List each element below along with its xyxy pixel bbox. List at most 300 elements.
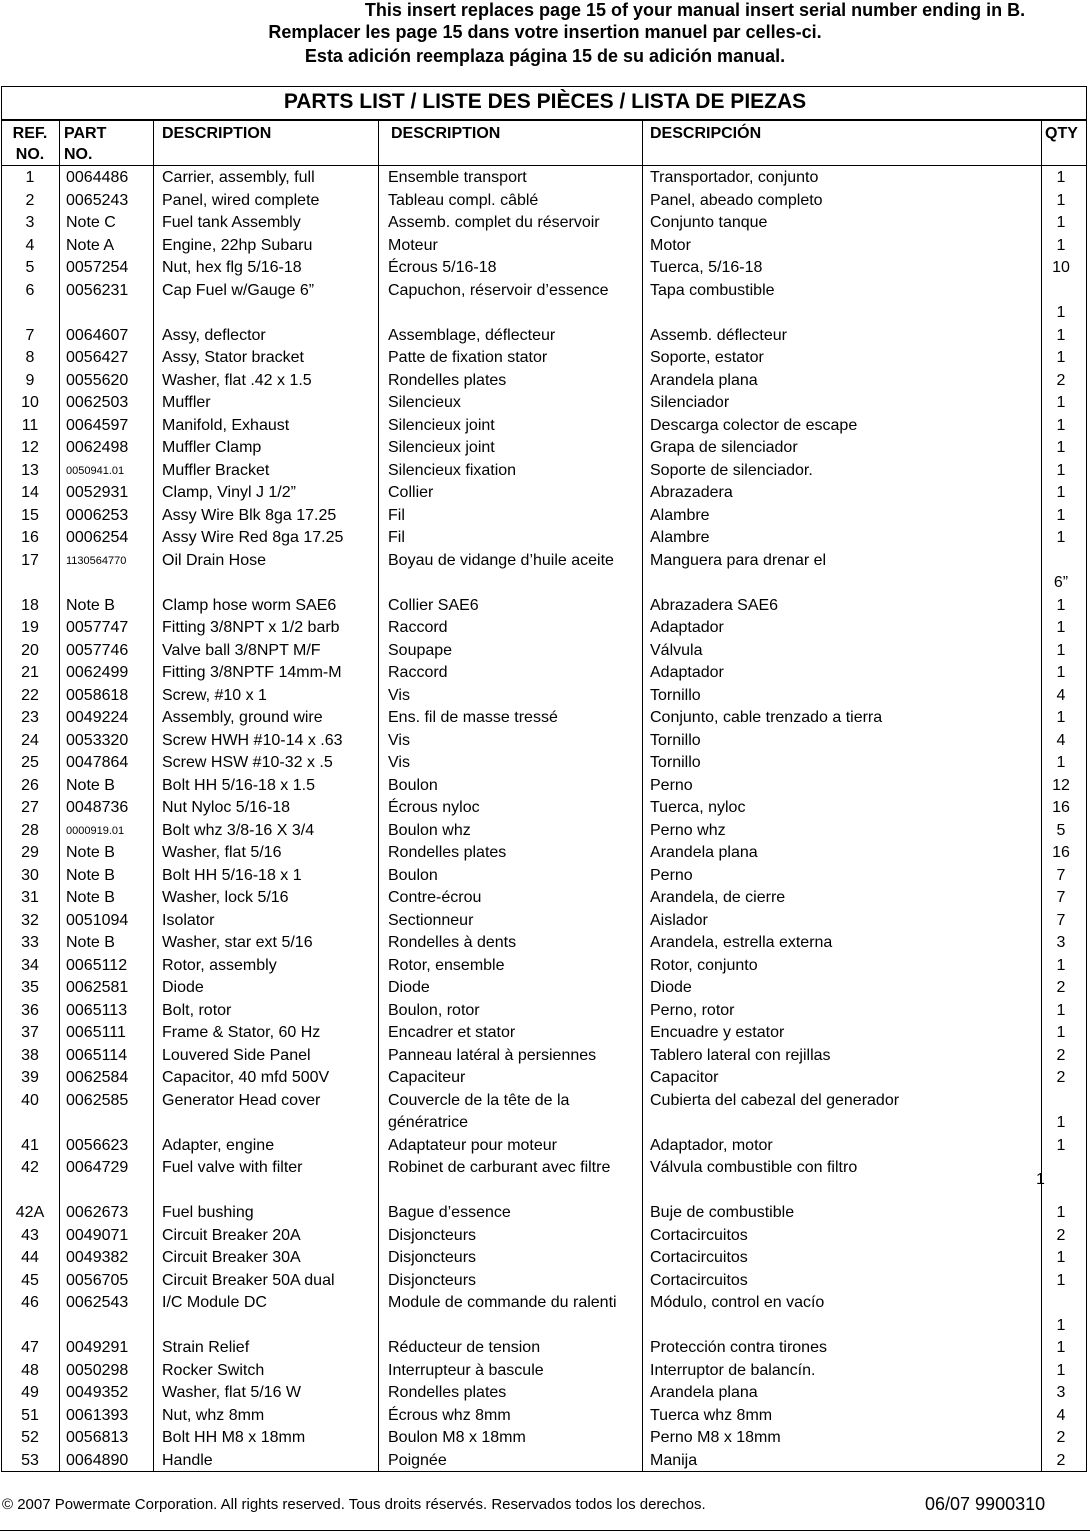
part-number-cell: Note B [66, 866, 115, 884]
description-en-cell: Fuel valve with filter [162, 1159, 303, 1176]
ref-cell: 45 [21, 1271, 39, 1289]
description-fr-cell: Moteur [388, 236, 438, 254]
description-fr-cell: Écrous nyloc [388, 799, 480, 816]
description-es-cell: Módulo, control en vacío [650, 1294, 825, 1311]
description-en-cell: Circuit Breaker 50A dual [162, 1271, 335, 1289]
description-en-cell: Fitting 3/8NPT x 1/2 barb [162, 619, 340, 636]
description-en-cell: Strain Relief [162, 1339, 250, 1356]
description-fr-cell: Collier [388, 484, 434, 501]
description-fr-cell: Bague d’essence [388, 1204, 511, 1221]
qty-cell: 1 [1056, 754, 1066, 771]
description-en-cell: Fuel tank Assembly [162, 214, 301, 231]
qty-cell: 1 [1056, 506, 1066, 524]
table-row [0, 977, 1090, 1000]
description-es-cell: Panel, abeado completo [650, 191, 823, 209]
column-header-part: PART NO. [64, 125, 107, 163]
description-es-cell: Cubierta del cabezal del generador [650, 1091, 900, 1109]
part-number-cell: Note C [66, 214, 116, 231]
part-number-cell: 0058618 [66, 686, 129, 704]
description-en-cell: Washer, flat 5/16 W [162, 1384, 302, 1401]
description-fr-cell: Écrous whz 8mm [388, 1406, 511, 1424]
description-fr-cell: Silencieux joint [388, 439, 495, 456]
ref-cell: 20 [21, 641, 39, 659]
table-row [0, 1382, 1090, 1405]
description-fr-cell: Capuchon, réservoir d’essence [388, 281, 609, 299]
qty-cell: 1 [1056, 1361, 1066, 1379]
ref-cell: 5 [25, 259, 35, 276]
description-es-cell: Manija [650, 1451, 698, 1469]
description-fr-cell: Silencieux [388, 394, 461, 411]
column-header-qty: QTY [1045, 125, 1078, 142]
qty-cell: 1 [1056, 1339, 1066, 1356]
description-en-cell: Oil Drain Hose [162, 551, 267, 569]
description-en-cell: Bolt HH M8 x 18mm [162, 1429, 306, 1446]
part-number-cell: 0065111 [66, 1024, 126, 1041]
description-es-cell: Abrazadera SAE6 [650, 596, 779, 614]
table-row [0, 235, 1090, 258]
description-fr-cell: Tableau compl. câblé [388, 191, 539, 209]
description-es-cell: Adaptador, motor [650, 1136, 773, 1154]
description-fr-cell: Boyau de vidange d’huile aceite [388, 551, 614, 569]
footer-divider [0, 1530, 1090, 1531]
part-number-cell: 0062585 [66, 1091, 129, 1109]
qty-cell: 12 [1052, 776, 1070, 794]
description-en-cell: Screw HSW #10-32 x .5 [162, 754, 333, 771]
description-es-cell: Capacitor [650, 1069, 719, 1086]
table-row [0, 1292, 1090, 1337]
part-number-cell: 0061393 [66, 1406, 129, 1424]
qty-cell: 1 [1036, 1171, 1045, 1188]
description-es-cell: Descarga colector de escape [650, 416, 858, 434]
description-es-cell: Grapa de silenciador [650, 439, 798, 456]
description-fr-cell: Boulon, rotor [388, 1001, 480, 1019]
description-fr-cell: Patte de fixation stator [388, 349, 548, 366]
description-es-cell: Tuerca, 5/16-18 [650, 259, 763, 276]
description-fr-cell: Ensemble transport [388, 169, 527, 186]
qty-cell: 1 [1056, 484, 1066, 501]
part-number-cell: 0055620 [66, 371, 129, 389]
part-number-cell: 0062584 [66, 1069, 129, 1086]
table-row [0, 392, 1090, 415]
column-header-ref: REF. NO. [12, 125, 48, 163]
table-row [0, 1000, 1090, 1023]
description-es-cell: Tornillo [650, 754, 701, 771]
ref-cell: 42A [15, 1204, 45, 1221]
ref-cell: 8 [25, 349, 35, 366]
table-row [0, 415, 1090, 438]
part-number-cell: 0047864 [66, 754, 129, 771]
ref-cell: 49 [21, 1384, 39, 1401]
table-row [0, 730, 1090, 753]
description-fr-cell: Assemb. complet du réservoir [388, 214, 600, 231]
part-number-cell: 0062581 [66, 979, 129, 996]
description-fr-cell: Disjoncteurs [388, 1249, 477, 1266]
ref-cell: 32 [21, 911, 39, 929]
ref-cell: 38 [21, 1046, 39, 1064]
table-row [0, 437, 1090, 460]
description-en-cell: Clamp hose worm SAE6 [162, 596, 337, 614]
ref-cell: 43 [21, 1226, 39, 1244]
description-en-cell: Assy, Stator bracket [162, 349, 304, 366]
description-es-cell: Arandela plana [650, 844, 758, 861]
description-fr-cell: Réducteur de tension [388, 1339, 541, 1356]
table-row [0, 505, 1090, 528]
description-fr-cell: Silencieux fixation [388, 461, 517, 479]
description-es-cell: Cortacircuitos [650, 1226, 748, 1244]
part-number-cell: 0052931 [66, 484, 129, 501]
description-en-cell: Muffler Clamp [162, 439, 262, 456]
ref-cell: 46 [21, 1294, 39, 1311]
part-number-cell: 0050298 [66, 1361, 129, 1379]
table-row [0, 1157, 1090, 1202]
table-row [0, 482, 1090, 505]
description-es-cell: Perno whz [650, 821, 726, 839]
description-fr-cell: Diode [388, 979, 430, 996]
description-en-cell: Louvered Side Panel [162, 1046, 311, 1064]
description-en-cell: Adapter, engine [162, 1136, 275, 1154]
description-en-cell: Assembly, ground wire [162, 709, 323, 726]
description-fr-cell: Vis [388, 754, 410, 771]
ref-cell: 51 [21, 1406, 39, 1424]
description-es-cell: Alambre [650, 529, 710, 546]
part-number-cell: 0064597 [66, 416, 129, 434]
part-number-cell: 0064607 [66, 326, 129, 344]
description-es-cell: Transportador, conjunto [650, 169, 819, 186]
qty-cell: 6” [1053, 574, 1069, 591]
qty-cell: 1 [1056, 1204, 1066, 1221]
ref-cell: 6 [25, 281, 35, 299]
table-row [0, 865, 1090, 888]
qty-cell: 1 [1056, 191, 1066, 209]
ref-cell: 2 [25, 191, 35, 209]
ref-cell: 22 [21, 686, 39, 704]
part-number-cell: 1130564770 [66, 554, 127, 567]
part-number-cell: 0064486 [66, 169, 129, 186]
ref-cell: 23 [21, 709, 39, 726]
description-fr-cell: Fil [388, 529, 405, 546]
description-en-cell: Bolt whz 3/8-16 X 3/4 [162, 821, 315, 839]
table-row [0, 460, 1090, 483]
header-line-french: Remplacer les page 15 dans votre insertion manuel par celles-ci. [268, 22, 822, 42]
qty-cell: 1 [1056, 641, 1066, 659]
table-row [0, 1247, 1090, 1270]
ref-cell: 31 [21, 889, 39, 906]
description-fr-cell: Boulon [388, 776, 438, 794]
description-en-cell: Cap Fuel w/Gauge 6” [162, 281, 315, 299]
table-row [0, 820, 1090, 843]
description-fr-cell: Panneau latéral à persiennes [388, 1046, 597, 1064]
ref-cell: 11 [21, 416, 39, 434]
part-number-cell: 0062503 [66, 394, 129, 411]
description-en-cell: Washer, flat .42 x 1.5 [162, 371, 312, 389]
document-number: 06/07 9900310 [925, 1494, 1046, 1514]
description-fr-cell: Robinet de carburant avec filtre [388, 1159, 611, 1176]
description-fr-cell: Raccord [388, 664, 448, 681]
description-es-cell: Perno, rotor [650, 1001, 735, 1019]
qty-cell: 4 [1056, 686, 1066, 704]
ref-cell: 14 [21, 484, 39, 501]
table-row [0, 347, 1090, 370]
table-row [0, 190, 1090, 213]
description-es-cell: Válvula [650, 641, 703, 659]
description-en-cell: Panel, wired complete [162, 191, 320, 209]
description-en-cell: Fitting 3/8NPTF 14mm-M [162, 664, 342, 681]
column-header-description-es: DESCRIPCIÓN [650, 125, 762, 142]
description-en-cell: Nut, hex flg 5/16-18 [162, 259, 302, 276]
table-row [0, 1202, 1090, 1225]
copyright-notice: © 2007 Powermate Corporation. All rights reserved. Tous droits réservés. Reservados todos los derechos. [2, 1496, 706, 1513]
qty-cell: 2 [1056, 1069, 1066, 1086]
description-fr-cell: Poignée [388, 1451, 447, 1469]
description-fr-cell: Silencieux joint [388, 416, 495, 434]
part-number-cell: 0065243 [66, 191, 129, 209]
part-number-cell: 0057746 [66, 641, 129, 659]
description-es-cell: Adaptador [650, 619, 724, 636]
qty-cell: 7 [1056, 866, 1066, 884]
table-row [0, 550, 1090, 595]
description-en-cell: Bolt, rotor [162, 1001, 232, 1019]
part-number-cell: 0056813 [66, 1429, 129, 1446]
part-number-cell: 0062543 [66, 1294, 129, 1311]
ref-cell: 26 [21, 776, 39, 794]
description-es-cell: Tornillo [650, 731, 701, 749]
table-row [0, 955, 1090, 978]
part-number-cell: 0049071 [66, 1226, 129, 1244]
ref-cell: 16 [21, 529, 39, 546]
description-es-cell: Adaptador [650, 664, 724, 681]
description-es-cell: Alambre [650, 506, 710, 524]
part-number-cell: 0064729 [66, 1159, 129, 1176]
qty-cell: 1 [1056, 236, 1066, 254]
qty-cell: 1 [1056, 304, 1066, 321]
header-line-spanish: Esta adición reemplaza página 15 de su adición manual. [304, 46, 786, 66]
table-row [0, 1360, 1090, 1383]
description-es-cell: Tablero lateral con rejillas [650, 1046, 831, 1064]
part-number-cell: 0051094 [66, 911, 129, 929]
description-en-cell: Screw, #10 x 1 [162, 686, 267, 704]
table-row [0, 595, 1090, 618]
description-fr-cell: Boulon whz [388, 821, 471, 839]
description-es-cell: Silenciador [650, 394, 730, 411]
description-es-cell: Cortacircuitos [650, 1249, 748, 1266]
qty-cell: 2 [1056, 1451, 1066, 1469]
description-fr-cell: Disjoncteurs [388, 1271, 477, 1289]
part-number-cell: 0049224 [66, 709, 129, 726]
table-row [0, 707, 1090, 730]
table-row [0, 1225, 1090, 1248]
description-en-cell: Capacitor, 40 mfd 500V [162, 1069, 330, 1086]
part-number-cell: 0065113 [66, 1001, 128, 1019]
ref-cell: 24 [21, 731, 39, 749]
description-fr-cell: Interrupteur à bascule [388, 1361, 544, 1379]
ref-cell: 44 [21, 1249, 39, 1266]
part-number-cell: 0049291 [66, 1339, 129, 1356]
description-es-cell: Manguera para drenar el [650, 551, 827, 569]
table-row [0, 685, 1090, 708]
description-en-cell: I/C Module DC [162, 1294, 267, 1311]
description-es-cell: Arandela, de cierre [650, 889, 786, 906]
qty-cell: 3 [1056, 1384, 1066, 1401]
description-en-cell: Valve ball 3/8NPT M/F [162, 641, 321, 659]
description-es-cell: Arandela plana [650, 1384, 758, 1401]
part-number-cell: 0048736 [66, 799, 129, 816]
qty-cell: 16 [1052, 844, 1070, 861]
ref-cell: 28 [21, 821, 39, 839]
ref-cell: 9 [25, 371, 35, 389]
ref-cell: 4 [25, 236, 35, 254]
qty-cell: 4 [1056, 1406, 1066, 1424]
description-en-cell: Isolator [162, 911, 215, 929]
description-es-cell: Abrazadera [650, 484, 733, 501]
description-es-cell: Arandela, estrella externa [650, 934, 833, 951]
table-row [0, 640, 1090, 663]
ref-cell: 27 [21, 799, 39, 816]
description-en-cell: Washer, flat 5/16 [162, 844, 282, 861]
description-es-cell: Motor [650, 236, 691, 254]
description-en-cell: Nut Nyloc 5/16-18 [162, 799, 291, 816]
description-es-cell: Tuerca whz 8mm [650, 1406, 773, 1424]
description-es-cell: Assemb. déflecteur [650, 326, 787, 344]
ref-cell: 10 [21, 394, 39, 411]
qty-cell: 1 [1056, 439, 1066, 456]
description-es-cell: Buje de combustible [650, 1204, 795, 1221]
description-es-cell: Tornillo [650, 686, 701, 704]
description-es-cell: Arandela plana [650, 371, 758, 389]
description-fr-cell: Disjoncteurs [388, 1226, 477, 1244]
table-row [0, 1045, 1090, 1068]
description-fr-cell: Adaptateur pour moteur [388, 1136, 557, 1154]
part-number-cell: 0062499 [66, 664, 129, 681]
qty-cell: 4 [1056, 731, 1066, 749]
ref-cell: 7 [25, 326, 35, 344]
part-number-cell: Note B [66, 596, 115, 614]
description-es-cell: Diode [650, 979, 692, 996]
qty-cell: 1 [1056, 394, 1066, 411]
description-fr-cell: Capaciteur [388, 1069, 466, 1086]
ref-cell: 19 [21, 619, 39, 636]
description-es-cell: Cortacircuitos [650, 1271, 748, 1289]
table-row [0, 662, 1090, 685]
description-fr-cell: Vis [388, 686, 410, 704]
description-fr-cell: Assemblage, déflecteur [388, 326, 556, 344]
description-en-cell: Assy Wire Blk 8ga 17.25 [162, 506, 337, 524]
description-fr-cell: Contre-écrou [388, 889, 482, 906]
description-fr-cell: Boulon M8 x 18mm [388, 1429, 526, 1446]
ref-cell: 39 [21, 1069, 39, 1086]
table-row [0, 325, 1090, 348]
description-en-cell: Muffler Bracket [162, 461, 270, 479]
table-row [0, 887, 1090, 910]
table-row [0, 1450, 1090, 1473]
description-en-cell: Handle [162, 1451, 213, 1469]
qty-cell: 1 [1056, 416, 1066, 434]
description-en-cell: Screw HWH #10-14 x .63 [162, 731, 343, 749]
description-es-cell: Conjunto, cable trenzado a tierra [650, 709, 883, 726]
description-en-cell: Engine, 22hp Subaru [162, 236, 313, 254]
description-es-cell: Soporte, estator [650, 349, 764, 366]
table-row [0, 1135, 1090, 1158]
ref-cell: 41 [21, 1136, 39, 1154]
table-row [0, 527, 1090, 550]
ref-cell: 1 [25, 169, 35, 186]
part-number-cell: Note B [66, 934, 115, 951]
description-fr-cell: Couvercle de la tête de la génératrice [388, 1091, 570, 1131]
part-number-cell: 0057747 [66, 619, 129, 636]
description-en-cell: Diode [162, 979, 204, 996]
ref-cell: 36 [21, 1001, 39, 1019]
part-number-cell: 0053320 [66, 731, 129, 749]
ref-cell: 52 [21, 1429, 39, 1446]
ref-cell: 25 [21, 754, 39, 771]
description-es-cell: Tuerca, nyloc [650, 799, 746, 816]
description-fr-cell: Vis [388, 731, 410, 749]
description-en-cell: Nut, whz 8mm [162, 1406, 265, 1424]
qty-cell: 1 [1056, 709, 1066, 726]
description-es-cell: Aislador [650, 911, 708, 929]
description-en-cell: Fuel bushing [162, 1204, 254, 1221]
description-en-cell: Carrier, assembly, full [162, 169, 315, 186]
description-es-cell: Perno [650, 776, 693, 794]
table-row [0, 932, 1090, 955]
description-en-cell: Frame & Stator, 60 Hz [162, 1024, 321, 1041]
ref-cell: 3 [25, 214, 35, 231]
part-number-cell: Note B [66, 776, 115, 794]
part-number-cell: 0006253 [66, 506, 129, 524]
table-row [0, 1270, 1090, 1293]
part-number-cell: 0049352 [66, 1384, 129, 1401]
qty-cell: 1 [1056, 1249, 1066, 1266]
description-fr-cell: Rotor, ensemble [388, 956, 505, 974]
part-number-cell: 0065112 [66, 956, 128, 974]
qty-cell: 1 [1056, 956, 1066, 974]
ref-cell: 37 [21, 1024, 39, 1041]
description-en-cell: Clamp, Vinyl J 1/2” [162, 484, 296, 501]
qty-cell: 7 [1056, 889, 1066, 906]
part-number-cell: 0006254 [66, 529, 129, 546]
qty-cell: 1 [1056, 529, 1066, 546]
header-line-english: This insert replaces page 15 of your manual insert serial number ending in B. [364, 0, 1026, 20]
description-en-cell: Rotor, assembly [162, 956, 277, 974]
ref-cell: 40 [21, 1091, 39, 1109]
part-number-cell: 0049382 [66, 1249, 129, 1266]
qty-cell: 1 [1056, 214, 1066, 231]
ref-cell: 34 [21, 956, 39, 974]
title-divider [1, 119, 1087, 121]
table-row [0, 1067, 1090, 1090]
part-number-cell: 0056427 [66, 349, 129, 366]
ref-cell: 18 [21, 596, 39, 614]
table-row [0, 370, 1090, 393]
qty-cell: 1 [1056, 1316, 1066, 1334]
qty-cell: 1 [1056, 1271, 1066, 1289]
description-fr-cell: Rondelles plates [388, 844, 507, 861]
description-fr-cell: Collier SAE6 [388, 596, 479, 614]
qty-cell: 1 [1056, 1001, 1066, 1019]
ref-cell: 48 [21, 1361, 39, 1379]
part-number-cell: 0064890 [66, 1451, 129, 1469]
column-header-description-en: DESCRIPTION [162, 125, 272, 142]
table-row [0, 910, 1090, 933]
qty-cell: 2 [1056, 371, 1066, 389]
table-row [0, 842, 1090, 865]
part-number-cell: 0065114 [66, 1046, 128, 1064]
table-row [0, 257, 1090, 280]
description-fr-cell: Sectionneur [388, 911, 474, 929]
qty-cell: 5 [1056, 821, 1066, 839]
parts-table-body [0, 167, 1090, 1472]
qty-cell: 1 [1056, 664, 1066, 681]
description-fr-cell: Module de commande du ralenti [388, 1294, 617, 1311]
